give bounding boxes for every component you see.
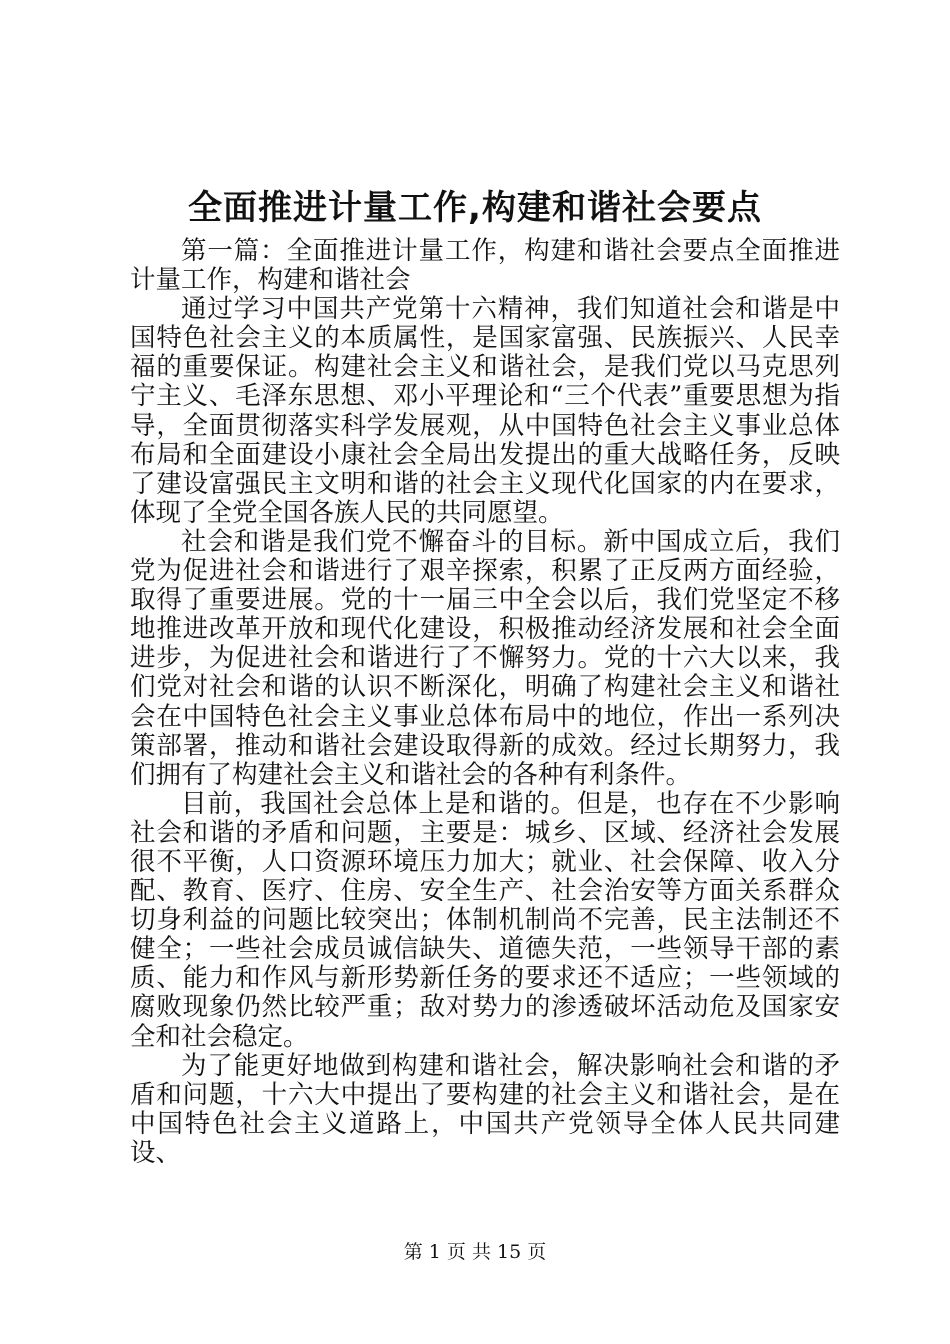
paragraph: 目前，我国社会总体上是和谐的。但是，也存在不少影响社会和谐的矛盾和问题，主要是：城乡、区域、经济社会发展很不平衡，人口资源环境压力加大；就业、社会保障、收入分配、教育、医疗、住房、安全生产、社会治安等方面关系群众切身利益的问题比较突出；体制机制尚不完善，民主法制还不健全；一些社会成员诚信缺失、道德失范，一些领导干部的素质、能力和作风与新形势新任务的要求还不适应；一些领域的腐败现象仍然比较严重；敌对势力的渗透破坏活动危及国家安全和社会稳定。 [130, 788, 840, 1052]
paragraph: 为了能更好地做到构建和谐社会，解决影响社会和谐的矛盾和问题，十六大中提出了要构建的社会主义和谐社会，是在中国特色社会主义道路上，中国共产党领导全体人民共同建设、 [130, 1050, 840, 1168]
paragraph: 通过学习中国共产党第十六精神，我们知道社会和谐是中国特色社会主义的本质属性，是国家富强、民族振兴、人民幸福的重要保证。构建社会主义和谐社会，是我们党以马克思列宁主义、毛泽东思想、邓小平理论和“三个代表”重要思想为指导，全面贯彻落实科学发展观，从中国特色社会主义事业总体布局和全面建设小康社会全局出发提出的重大战略任务，反映了建设富强民主文明和谐的社会主义现代化国家的内在要求，体现了全党全国各族人民的共同愿望。 [130, 294, 840, 528]
paragraph: 社会和谐是我们党不懈奋斗的目标。新中国成立后，我们党为促进社会和谐进行了艰辛探索，积累了正反两方面经验，取得了重要进展。党的十一届三中全会以后，我们党坚定不移地推进改革开放和现代化建设，积极推动经济发展和社会全面进步，为促进社会和谐进行了不懈努力。党的十六大以来，我们党对社会和谐的认识不断深化，明确了构建社会主义和谐社会在中国特色社会主义事业总体布局中的地位，作出一系列决策部署，推动和谐社会建设取得新的成效。经过长期努力，我们拥有了构建社会主义和谐社会的各种有利条件。 [130, 526, 840, 790]
document-body [130, 237, 840, 1168]
page-number-footer: 第 1 页 共 15 页 [403, 1241, 547, 1263]
document-title: 全面推进计量工作,构建和谐社会要点 [188, 188, 762, 228]
paragraph: 第一篇：全面推进计量工作，构建和谐社会要点全面推进计量工作，构建和谐社会 [130, 236, 840, 296]
